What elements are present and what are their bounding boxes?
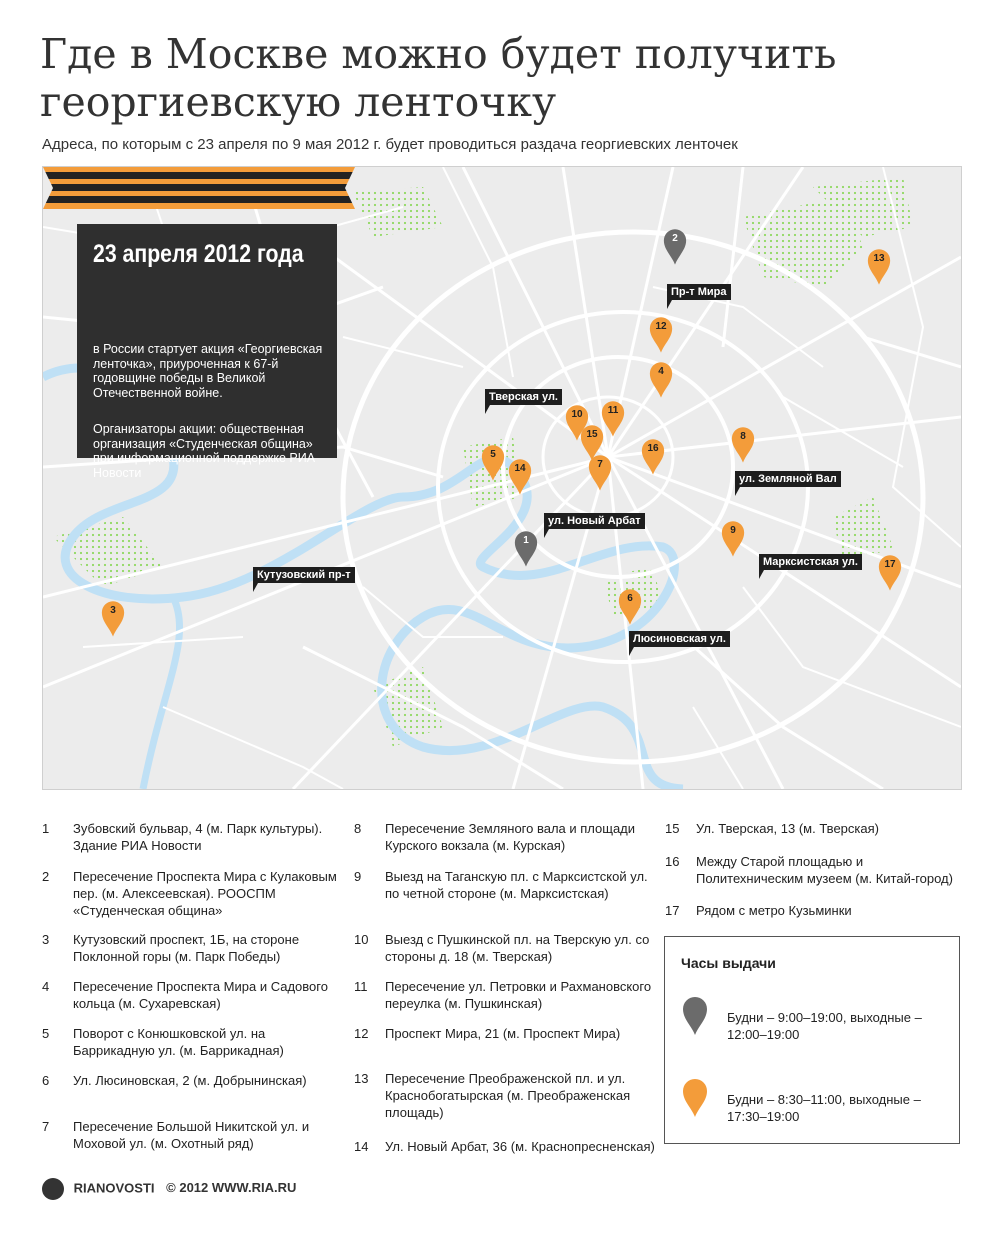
address-number: 16 [665, 854, 680, 869]
hours-gray-text: Будни – 9:00–19:00, выходные – 12:00–19:00 [727, 1010, 922, 1042]
map-pin-8[interactable] [730, 425, 756, 463]
address-number: 6 [42, 1073, 50, 1088]
address-text: Пересечение Земляного вала и площади Курского вокзала (м. Курская) [385, 821, 636, 853]
address-text: Пересечение Большой Никитской ул. и Моховой ул. (м. Охотный ряд) [73, 1119, 310, 1151]
pin-number: 13 [873, 253, 885, 264]
address-text: Кутузовский проспект, 1Б, на стороне Поклонной горы (м. Парк Победы) [73, 932, 300, 964]
map-pin-4[interactable] [648, 360, 674, 398]
address-text: Пересечение ул. Петровки и Рахмановского переулка (м. Пушкинская) [385, 979, 652, 1011]
park-area [353, 187, 443, 237]
pin-number: 15 [586, 429, 598, 440]
address-number: 9 [354, 869, 362, 884]
hours-legend [664, 936, 960, 1144]
address-number: 3 [42, 932, 50, 947]
pin-number: 8 [740, 431, 746, 442]
address-number: 5 [42, 1026, 50, 1041]
label-kutuzovsky: Кутузовский пр-т [253, 567, 355, 583]
pin-number: 6 [627, 593, 633, 604]
address-text: Пересечение Проспекта Мира с Кулаковым пер. (м. Алексеевская). РООСПМ «Студенческая община» [73, 869, 337, 918]
map-pin-3[interactable] [100, 599, 126, 637]
moscow-map [42, 166, 962, 790]
page-subtitle: Адреса, по которым с 23 апреля по 9 мая 2012 г. будет проводиться раздача георгиевских ленточек [42, 136, 738, 153]
label-lyusinovskaya: Люсиновская ул. [629, 631, 730, 647]
pin-number: 11 [607, 405, 619, 416]
st-george-ribbon [43, 167, 355, 209]
pin-number: 9 [730, 525, 736, 536]
pin-number: 5 [490, 449, 496, 460]
address-number: 15 [665, 821, 680, 836]
pin-number: 12 [655, 321, 667, 332]
address-text: Выезд с Пушкинской пл. на Тверскую ул. со стороны д. 18 (м. Тверская) [385, 932, 650, 964]
address-text: Выезд на Таганскую пл. с Марксистской ул. по четной стороне (м. Марксистская) [385, 869, 648, 901]
address-text: Между Старой площадью и Политехническим музеем (м. Китай-город) [696, 854, 953, 886]
map-pin-13[interactable] [866, 247, 892, 285]
address-text: Поворот с Конюшковской ул. на Баррикадную ул. (м. Баррикадная) [73, 1026, 284, 1058]
pin-number: 1 [523, 535, 529, 546]
info-text: в России стартует акция «Георгиевская ленточка», приуроченная к 67-й годовщине победы в Великой Отечественной войне. [93, 342, 323, 400]
map-pin-14[interactable] [507, 457, 533, 495]
address-number: 8 [354, 821, 362, 836]
address-number: 11 [354, 979, 368, 994]
pin-number: 7 [597, 459, 603, 470]
label-pr-mira: Пр-т Мира [667, 284, 731, 300]
address-text: Зубовский бульвар, 4 (м. Парк культуры). Здание РИА Новости [73, 821, 323, 853]
map-pin-15[interactable] [579, 423, 605, 461]
label-tverskaya: Тверская ул. [485, 389, 562, 405]
map-pin-12[interactable] [648, 315, 674, 353]
address-text: Рядом с метро Кузьминки [696, 903, 852, 918]
address-number: 1 [42, 821, 50, 836]
address-number: 2 [42, 869, 50, 884]
footer-logo-text: RIANOVOSTI [73, 1180, 155, 1196]
label-zemlyanoy-val: ул. Земляной Вал [735, 471, 841, 487]
address-number: 12 [354, 1026, 369, 1041]
address-text: Пересечение Преображенской пл. и ул. Краснобогатырская (м. Преображенская площадь) [385, 1071, 631, 1120]
footer [42, 1178, 296, 1200]
ria-logo-icon [42, 1178, 64, 1200]
info-organizers: Организаторы акции: общественная организация «Студенческая община» при информационной поддержке РИА Новости [93, 422, 316, 480]
map-pin-1[interactable] [513, 529, 539, 567]
address-number: 17 [665, 903, 680, 918]
map-pin-9[interactable] [720, 519, 746, 557]
address-text: Проспект Мира, 21 (м. Проспект Мира) [385, 1026, 621, 1041]
label-noviy-arbat: ул. Новый Арбат [544, 513, 645, 529]
address-number: 10 [354, 932, 369, 947]
address-text: Пересечение Проспекта Мира и Садового кольца (м. Сухаревская) [73, 979, 328, 1011]
orange-pin-icon [681, 1077, 709, 1117]
address-text: Ул. Новый Арбат, 36 (м. Краснопресненская) [385, 1139, 655, 1154]
map-pin-17[interactable] [877, 553, 903, 591]
page-title: Где в Москве можно будет получить георгиевскую ленточку [40, 30, 837, 126]
address-text: Ул. Тверская, 13 (м. Тверская) [696, 821, 879, 836]
river [143, 597, 180, 789]
pin-number: 14 [514, 463, 526, 474]
pin-number: 2 [672, 233, 678, 244]
address-number: 13 [354, 1071, 369, 1086]
map-pin-16[interactable] [640, 437, 666, 475]
hours-title: Часы выдачи [681, 955, 776, 971]
pin-number: 16 [647, 443, 659, 454]
map-pin-6[interactable] [617, 587, 643, 625]
label-marksistskaya: Марксистская ул. [759, 554, 862, 570]
hours-orange-text: Будни – 8:30–11:00, выходные – 17:30–19:00 [727, 1092, 921, 1124]
address-number: 14 [354, 1139, 369, 1154]
pin-number: 4 [658, 366, 664, 377]
pin-number: 17 [884, 559, 896, 570]
map-pin-5[interactable] [480, 443, 506, 481]
pin-number: 10 [571, 409, 583, 420]
map-pin-2[interactable] [662, 227, 688, 265]
gray-pin-icon [681, 995, 709, 1035]
address-number: 7 [42, 1119, 50, 1134]
pin-number: 3 [110, 605, 116, 616]
info-box [77, 224, 337, 480]
footer-copyright: © 2012 WWW.RIA.RU [166, 1180, 297, 1196]
info-date: 23 апреля 2012 года [93, 240, 304, 268]
address-number: 4 [42, 979, 50, 994]
address-text: Ул. Люсиновская, 2 (м. Добрынинская) [73, 1073, 307, 1088]
